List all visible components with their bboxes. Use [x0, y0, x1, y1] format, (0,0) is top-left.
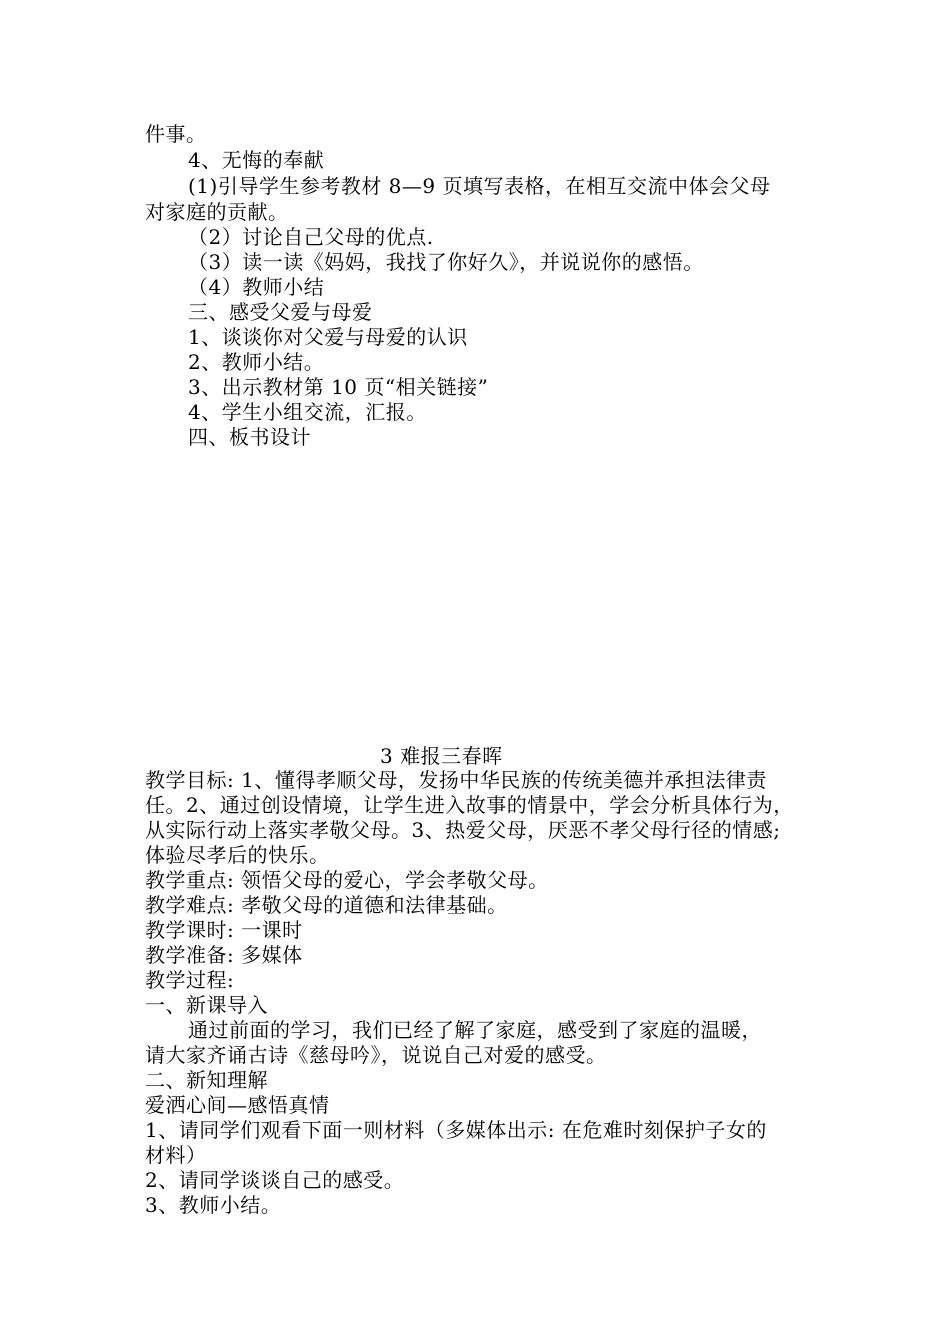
- text-line: 教学准备: 多媒体: [145, 943, 303, 967]
- text-line: （3）读一读《妈妈，我找了你好久》，并说说你的感悟。: [188, 250, 704, 274]
- text-line: 2、教师小结。: [188, 350, 325, 374]
- text-line: 二、新知理解: [145, 1068, 268, 1092]
- text-line: 教学目标: 1、懂得孝顺父母，发扬中华民族的传统美德并承担法律责: [145, 768, 767, 792]
- text-line: 体验尽孝后的快乐。: [145, 843, 330, 867]
- text-line: 任。2、通过创设情境，让学生进入故事的情景中，学会分析具体行为，: [145, 793, 794, 817]
- text-line: 1、请同学们观看下面一则材料（多媒体出示: 在危难时刻保护子女的: [145, 1118, 767, 1142]
- text-line: 教学课时: 一课时: [145, 918, 303, 942]
- text-line: 3、出示教材第 10 页“相关链接”: [188, 375, 489, 399]
- text-line: 件事。: [145, 122, 207, 146]
- text-line: 教学过程:: [145, 968, 235, 992]
- text-line: 爱洒心间—感悟真情: [145, 1093, 330, 1117]
- text-line: 一、新课导入: [145, 993, 268, 1017]
- text-line: 4、无悔的奉献: [188, 148, 325, 172]
- text-line: （2）讨论自己父母的优点.: [188, 225, 434, 249]
- text-line: 四、板书设计: [188, 425, 311, 449]
- text-line: 材料）: [145, 1143, 207, 1167]
- text-line: 1、谈谈你对父爱与母爱的认识: [188, 325, 468, 349]
- text-line: 请大家齐诵古诗《慈母吟》，说说自己对爱的感受。: [145, 1043, 607, 1067]
- text-line: 4、学生小组交流，汇报。: [188, 400, 427, 424]
- text-line: 教学难点: 孝敬父母的道德和法律基础。: [145, 893, 508, 917]
- text-line: 3、教师小结。: [145, 1193, 282, 1217]
- text-line: 对家庭的贡献。: [145, 200, 289, 224]
- text-line: 2、请同学谈谈自己的感受。: [145, 1168, 405, 1192]
- lesson-title: 3 难报三春晖: [380, 744, 503, 768]
- text-line: 通过前面的学习，我们已经了解了家庭，感受到了家庭的温暖，: [188, 1018, 762, 1042]
- text-line: 三、感受父爱与母爱: [188, 300, 373, 324]
- text-line: 从实际行动上落实孝敬父母。3、热爱父母，厌恶不孝父母行径的情感;: [145, 818, 781, 842]
- text-line: （4）教师小结: [188, 275, 325, 299]
- text-line: (1)引导学生参考教材 8—9 页填写表格，在相互交流中体会父母: [188, 174, 771, 198]
- text-line: 教学重点: 领悟父母的爱心，学会孝敬父母。: [145, 868, 549, 892]
